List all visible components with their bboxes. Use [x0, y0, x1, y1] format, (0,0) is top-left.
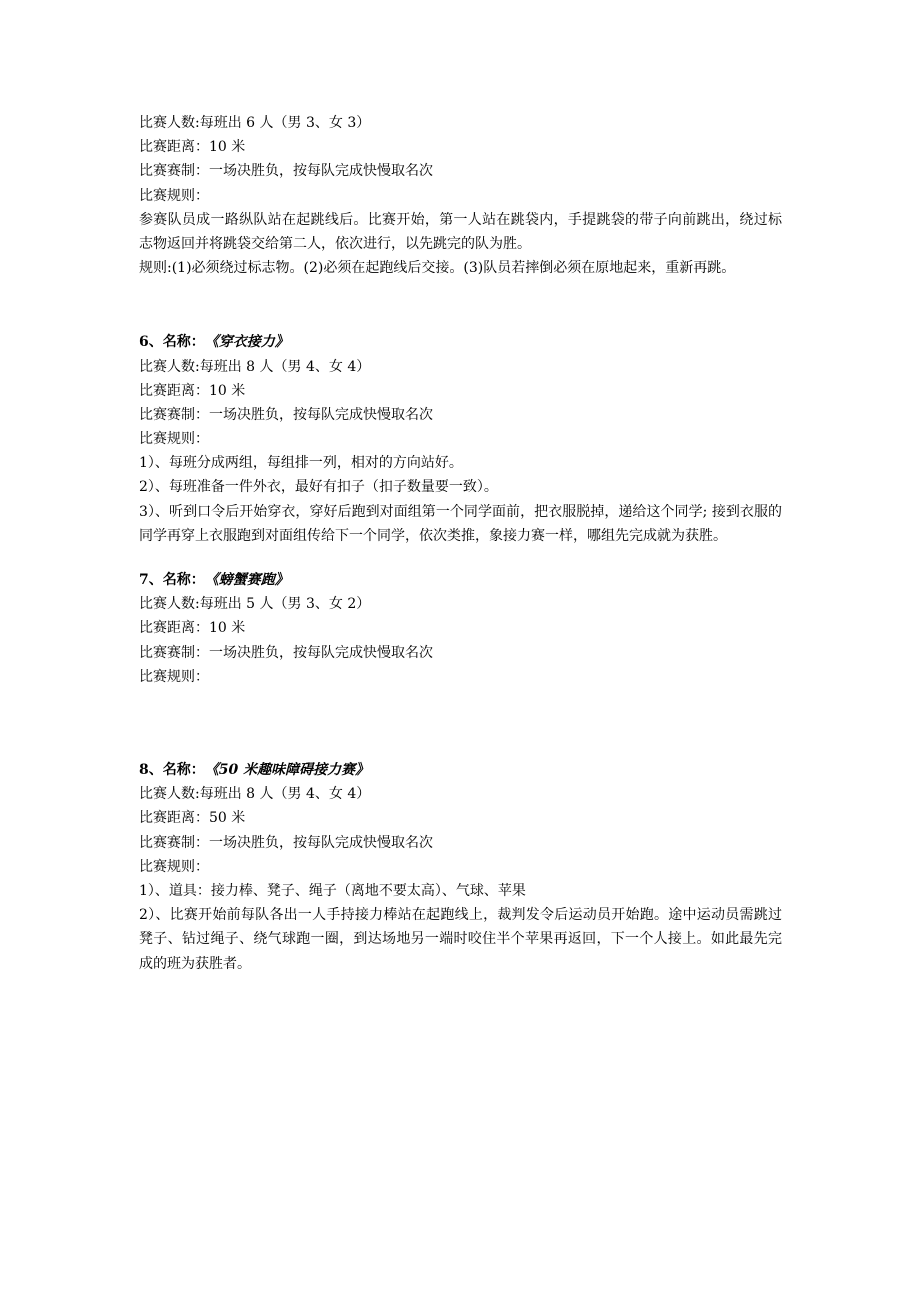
- distance-text: 比赛距离：10 米: [139, 382, 246, 399]
- description-paragraph: 参赛队员成一路纵队站在起跳线后。比赛开始，第一人站在跳袋内，手提跳袋的带子向前跳出，绕过标志物返回并将跳袋交给第二人，依次进行，以先跳完的队为胜。: [139, 211, 782, 252]
- section-number: 8、名称：: [139, 762, 205, 779]
- rules-label: 比赛规则：: [139, 187, 209, 204]
- distance-text: 比赛距离：10 米: [139, 139, 246, 156]
- section-spacer: [139, 548, 782, 568]
- format-text: 比赛赛制：一场决胜负，按每队完成快慢取名次: [139, 163, 433, 180]
- section-title: 《穿衣接力》: [204, 334, 289, 351]
- section-obstacle-relay: [139, 758, 782, 976]
- section-number: 6、名称：: [139, 334, 205, 351]
- section-title: 《螃蟹赛跑》: [204, 572, 289, 589]
- distance-text: 比赛距离：10 米: [139, 620, 246, 637]
- rules-label: 比赛规则：: [139, 431, 209, 448]
- format-text: 比赛赛制：一场决胜负，按每队完成快慢取名次: [139, 644, 433, 661]
- section-spacer: [139, 280, 782, 330]
- section-sack-race: [139, 111, 782, 280]
- section-crab-race: [139, 568, 782, 689]
- rule-item: 3）、听到口令后开始穿衣，穿好后跑到对面组第一个同学面前，把衣服脱掉，递给这个同学; 接到衣服的同学再穿上衣服跑到对面组传给下一个同学，依次类推，象接力赛一样，哪组先完成就为获胜。: [139, 503, 782, 544]
- format-text: 比赛赛制：一场决胜负，按每队完成快慢取名次: [139, 406, 433, 423]
- participants-text: 比赛人数:每班出 5 人（男 3、女 2）: [139, 596, 371, 613]
- document-page: [139, 111, 782, 976]
- rules-paragraph: 规则:(1)必须绕过标志物。(2)必须在起跑线后交接。(3)队员若摔倒必须在原地起来，重新再跳。: [139, 260, 736, 277]
- rule-item: 1）、每班分成两组，每组排一列，相对的方向站好。: [139, 455, 463, 472]
- distance-text: 比赛距离：50 米: [139, 810, 246, 827]
- participants-text: 比赛人数:每班出 6 人（男 3、女 3）: [139, 115, 371, 131]
- section-heading: [139, 568, 782, 592]
- section-clothes-relay: [139, 330, 782, 548]
- section-spacer: [139, 689, 782, 758]
- section-heading: [139, 330, 782, 354]
- rules-label: 比赛规则：: [139, 858, 209, 875]
- participants-text: 比赛人数:每班出 8 人（男 4、女 4）: [139, 786, 371, 803]
- participants-text: 比赛人数:每班出 8 人（男 4、女 4）: [139, 358, 371, 375]
- format-text: 比赛赛制：一场决胜负，按每队完成快慢取名次: [139, 834, 433, 851]
- rules-label: 比赛规则：: [139, 668, 209, 685]
- rule-item: 2）、比赛开始前每队各出一人手持接力棒站在起跑线上，裁判发令后运动员开始跑。途中运动员需跳过凳子、钻过绳子、绕气球跑一圈，到达场地另一端时咬住半个苹果再返回，下一个人接上。如此最先完成的班为获胜者。: [139, 907, 782, 972]
- rule-item: 1）、道具：接力棒、凳子、绳子（离地不要太高）、气球、苹果: [139, 882, 526, 899]
- section-title: 《50 米趣味障碍接力赛》: [204, 762, 370, 779]
- section-heading: [139, 758, 782, 782]
- section-number: 7、名称：: [139, 572, 205, 589]
- rule-item: 2）、每班准备一件外衣，最好有扣子（扣子数量要一致）。: [139, 479, 498, 496]
